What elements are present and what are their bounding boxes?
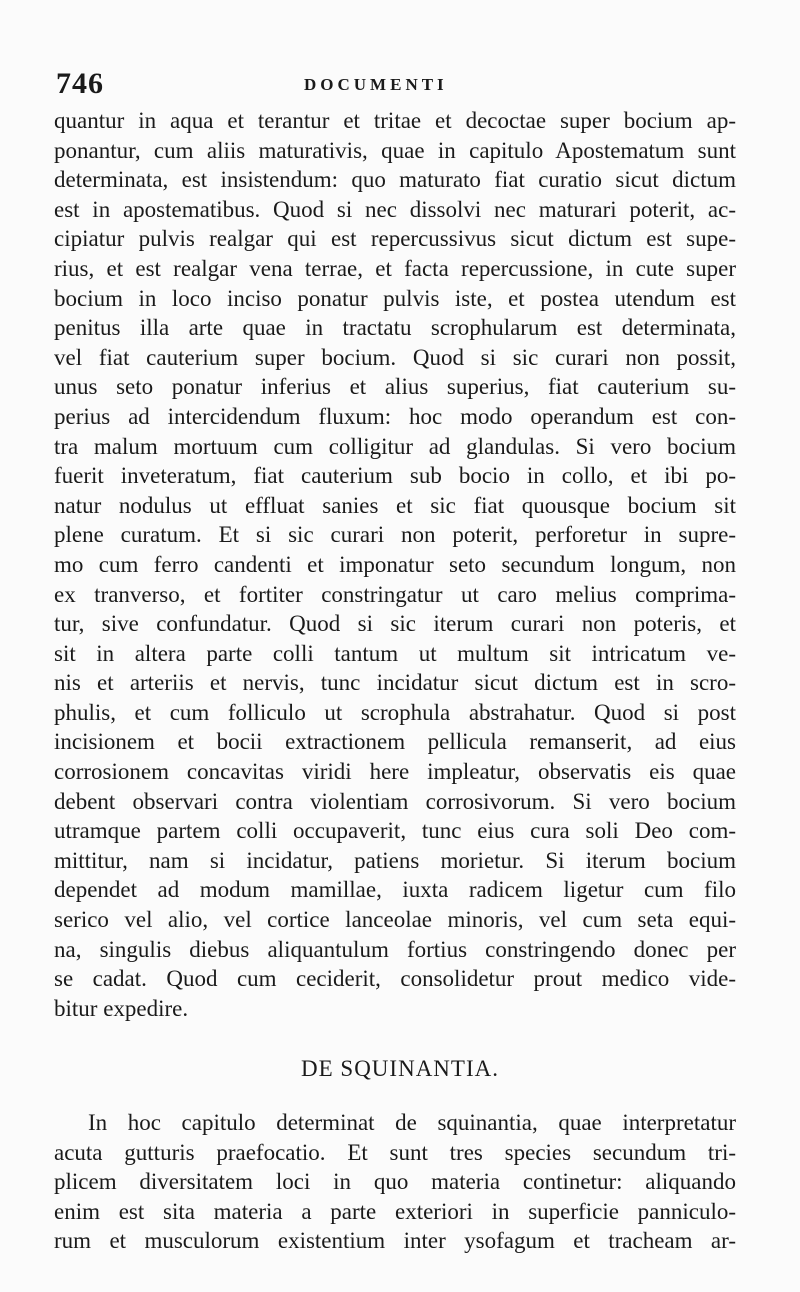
text-line: se cadat. Quod cum ceciderit, consolidetur prout medico vide- xyxy=(54,966,736,992)
text-line: natur nodulus ut effluat sanies et sic fiat quousque bocium sit xyxy=(54,492,736,518)
text-line: enim est sita materia a parte exteriori in superficie panniculo- xyxy=(54,1198,736,1224)
page-number: 746 xyxy=(56,67,104,100)
text-line: fuerit inveteratum, fiat cauterium sub bocio in collo, et ibi po- xyxy=(54,463,736,489)
text-line: nis et arteriis et nervis, tunc incidatur sicut dictum est in scro- xyxy=(54,670,736,696)
text-line: incisionem et bocii extractionem pellicula remanserit, ad eius xyxy=(54,729,736,755)
text-line: rum et musculorum existentium inter ysofagum et tracheam ar- xyxy=(54,1228,736,1254)
text-line: corrosionem concavitas viridi here impleatur, observatis eis quae xyxy=(54,759,736,785)
text-line: rius, et est realgar vena terrae, et facta repercussione, in cute super xyxy=(54,255,736,281)
text-line: serico vel alio, vel cortice lanceolae minoris, vel cum seta equi- xyxy=(54,907,736,933)
text-line: ex tranverso, et fortiter constringatur ut caro melius comprima- xyxy=(54,581,736,607)
running-head xyxy=(56,66,736,102)
text-line: penitus illa arte quae in tractatu scrophularum est determinata, xyxy=(54,315,736,341)
header-title: DOCUMENTI xyxy=(304,75,448,94)
text-line: phulis, et cum folliculo ut scrophula abstrahatur. Quod si post xyxy=(54,699,736,725)
text-line: ponantur, cum aliis maturativis, quae in capitulo Apostematum sunt xyxy=(54,137,736,163)
text-line: cipiatur pulvis realgar qui est repercussivus sicut dictum est supe- xyxy=(54,226,736,252)
text-line: mo cum ferro candenti et imponatur seto secundum longum, non xyxy=(54,551,736,577)
text-line: acuta gutturis praefocatio. Et sunt tres species secundum tri- xyxy=(54,1139,736,1165)
text-line: perius ad intercidendum fluxum: hoc modo operandum est con- xyxy=(54,403,736,429)
text-line: bitur expedire. xyxy=(54,995,189,1021)
text-line: dependet ad modum mamillae, iuxta radicem ligetur cum filo xyxy=(54,877,736,903)
body-paragraph-2 xyxy=(54,1108,736,1256)
text-line: bocium in loco inciso ponatur pulvis iste, et postea utendum est xyxy=(54,285,736,311)
text-line: mittitur, nam si incidatur, patiens morietur. Si iterum bocium xyxy=(54,847,736,873)
text-line: determinata, est insistendum: quo maturato fiat curatio sicut dictum xyxy=(54,167,736,193)
text-line: utramque partem colli occupaverit, tunc eius cura soli Deo com- xyxy=(54,818,736,844)
text-line: plicem diversitatem loci in quo materia continetur: aliquando xyxy=(54,1169,736,1195)
text-line: tra malum mortuum cum colligitur ad glandulas. Si vero bocium xyxy=(54,433,736,459)
text-line: debent observari contra violentiam corrosivorum. Si vero bocium xyxy=(54,788,736,814)
text-line: plene curatum. Et si sic curari non poterit, perforetur in supre- xyxy=(54,522,736,548)
text-line: In hoc capitulo determinat de squinantia, quae interpretatur xyxy=(88,1110,736,1135)
text-line: unus seto ponatur inferius et alius superius, fiat cauterium su- xyxy=(54,374,736,400)
text-line: est in apostematibus. Quod si nec dissolvi nec maturari poterit, ac- xyxy=(54,196,736,222)
text-line: sit in altera parte colli tantum ut multum sit intricatum ve- xyxy=(54,640,736,666)
section-heading: DE SQUINANTIA. xyxy=(301,1056,499,1081)
text-line: vel fiat cauterium super bocium. Quod si sic curari non possit, xyxy=(54,344,736,370)
text-line: tur, sive confundatur. Quod si sic iterum curari non poteris, et xyxy=(54,611,736,637)
text-line: quantur in aqua et terantur et tritae et decoctae super bocium ap- xyxy=(54,108,736,133)
text-line: na, singulis diebus aliquantulum fortius constringendo donec per xyxy=(54,936,736,962)
body-paragraph-1 xyxy=(54,106,736,1023)
